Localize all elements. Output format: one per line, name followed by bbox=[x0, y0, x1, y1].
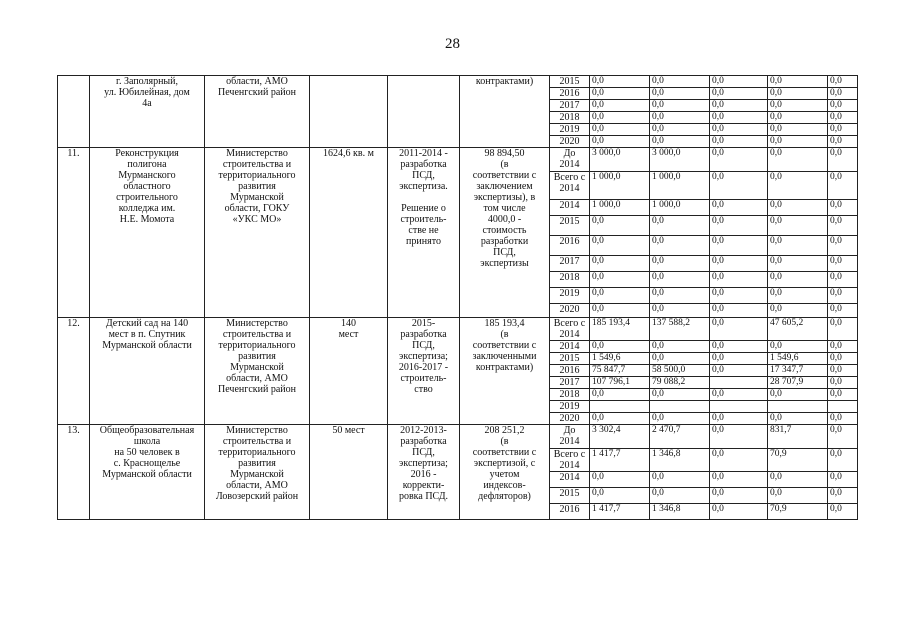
year-cell: До 2014 bbox=[550, 425, 590, 449]
amount-cell: 0,0 bbox=[650, 304, 710, 318]
amount-cell: 79 088,2 bbox=[650, 377, 710, 389]
amount-cell: 0,0 bbox=[650, 88, 710, 100]
amount-cell: 0,0 bbox=[650, 488, 710, 504]
amount-cell: 0,0 bbox=[650, 341, 710, 353]
amount-cell: 0,0 bbox=[710, 365, 768, 377]
amount-cell: 0,0 bbox=[710, 353, 768, 365]
amount-cell: 1 000,0 bbox=[590, 172, 650, 200]
amount-cell: 0,0 bbox=[710, 148, 768, 172]
amount-cell: 0,0 bbox=[828, 272, 858, 288]
customer-name: Министерство строительства и территориального развития Мурманской области, АМО Печенгский район bbox=[205, 318, 310, 425]
table-row bbox=[58, 148, 858, 172]
object-capacity bbox=[310, 76, 388, 148]
amount-cell: 0,0 bbox=[768, 272, 828, 288]
amount-cell: 0,0 bbox=[590, 341, 650, 353]
amount-cell: 0,0 bbox=[710, 136, 768, 148]
amount-cell: 0,0 bbox=[650, 112, 710, 124]
page-number: 28 bbox=[445, 36, 460, 52]
amount-cell: 0,0 bbox=[710, 449, 768, 472]
amount-cell: 0,0 bbox=[650, 272, 710, 288]
amount-cell: 0,0 bbox=[710, 288, 768, 304]
amount-cell: 0,0 bbox=[828, 504, 858, 520]
amount-cell: 0,0 bbox=[650, 288, 710, 304]
amount-cell: 0,0 bbox=[710, 318, 768, 341]
amount-cell: 0,0 bbox=[828, 136, 858, 148]
customer-name: Министерство строительства и территориального развития Мурманской области, ГОКУ «УКС МО» bbox=[205, 148, 310, 318]
amount-cell: 0,0 bbox=[768, 88, 828, 100]
year-cell: 2015 bbox=[550, 216, 590, 236]
year-cell: 2017 bbox=[550, 377, 590, 389]
amount-cell: 0,0 bbox=[590, 413, 650, 425]
amount-cell bbox=[710, 401, 768, 413]
amount-cell: 0,0 bbox=[828, 200, 858, 216]
amount-cell: 47 605,2 bbox=[768, 318, 828, 341]
amount-cell: 0,0 bbox=[768, 172, 828, 200]
amount-cell: 0,0 bbox=[768, 488, 828, 504]
amount-cell: 0,0 bbox=[828, 377, 858, 389]
amount-cell: 0,0 bbox=[768, 236, 828, 256]
estimated-cost: контрактами) bbox=[460, 76, 550, 148]
amount-cell: 0,0 bbox=[650, 136, 710, 148]
amount-cell: 0,0 bbox=[590, 76, 650, 88]
amount-cell: 1 000,0 bbox=[590, 200, 650, 216]
amount-cell bbox=[768, 401, 828, 413]
amount-cell: 70,9 bbox=[768, 504, 828, 520]
year-cell: 2017 bbox=[550, 100, 590, 112]
implementation-period: 2011-2014 - разработка ПСД, экспертиза. Решение о строитель- стве не принято bbox=[388, 148, 460, 318]
amount-cell: 0,0 bbox=[710, 341, 768, 353]
implementation-period: 2015- разработка ПСД, экспертиза; 2016-2017 - строитель- ство bbox=[388, 318, 460, 425]
amount-cell: 0,0 bbox=[828, 449, 858, 472]
row-number bbox=[58, 76, 90, 148]
amount-cell: 0,0 bbox=[768, 216, 828, 236]
amount-cell: 0,0 bbox=[768, 136, 828, 148]
object-capacity: 1624,6 кв. м bbox=[310, 148, 388, 318]
estimated-cost: 208 251,2 (в соответствии с экспертизой, с учетом индексов- дефляторов) bbox=[460, 425, 550, 520]
amount-cell bbox=[590, 401, 650, 413]
amount-cell: 1 000,0 bbox=[650, 172, 710, 200]
amount-cell: 0,0 bbox=[768, 112, 828, 124]
amount-cell: 0,0 bbox=[828, 256, 858, 272]
amount-cell bbox=[710, 377, 768, 389]
amount-cell: 0,0 bbox=[828, 88, 858, 100]
amount-cell: 0,0 bbox=[710, 124, 768, 136]
year-cell: 2014 bbox=[550, 341, 590, 353]
amount-cell: 0,0 bbox=[828, 353, 858, 365]
amount-cell: 1 346,8 bbox=[650, 504, 710, 520]
amount-cell: 0,0 bbox=[590, 272, 650, 288]
amount-cell: 0,0 bbox=[828, 318, 858, 341]
amount-cell: 1 000,0 bbox=[650, 200, 710, 216]
amount-cell: 0,0 bbox=[710, 88, 768, 100]
amount-cell: 107 796,1 bbox=[590, 377, 650, 389]
year-cell: 2018 bbox=[550, 272, 590, 288]
amount-cell: 0,0 bbox=[650, 100, 710, 112]
year-cell: 2018 bbox=[550, 112, 590, 124]
table-row bbox=[58, 318, 858, 341]
amount-cell: 0,0 bbox=[590, 216, 650, 236]
amount-cell: 0,0 bbox=[590, 100, 650, 112]
amount-cell: 3 000,0 bbox=[590, 148, 650, 172]
implementation-period bbox=[388, 76, 460, 148]
amount-cell: 0,0 bbox=[768, 288, 828, 304]
amount-cell: 0,0 bbox=[828, 365, 858, 377]
amount-cell: 0,0 bbox=[650, 413, 710, 425]
amount-cell: 0,0 bbox=[828, 413, 858, 425]
amount-cell: 0,0 bbox=[828, 288, 858, 304]
amount-cell: 185 193,4 bbox=[590, 318, 650, 341]
year-cell: 2017 bbox=[550, 256, 590, 272]
amount-cell: 0,0 bbox=[590, 136, 650, 148]
year-cell: 2019 bbox=[550, 401, 590, 413]
amount-cell: 0,0 bbox=[650, 236, 710, 256]
amount-cell: 0,0 bbox=[828, 148, 858, 172]
amount-cell: 0,0 bbox=[650, 472, 710, 488]
amount-cell: 0,0 bbox=[590, 389, 650, 401]
amount-cell: 0,0 bbox=[590, 124, 650, 136]
amount-cell: 0,0 bbox=[710, 425, 768, 449]
amount-cell: 0,0 bbox=[768, 148, 828, 172]
table-row bbox=[58, 425, 858, 449]
amount-cell: 0,0 bbox=[590, 288, 650, 304]
year-cell: 2015 bbox=[550, 488, 590, 504]
object-capacity: 50 мест bbox=[310, 425, 388, 520]
program-table bbox=[57, 75, 858, 520]
amount-cell: 0,0 bbox=[828, 124, 858, 136]
amount-cell: 28 707,9 bbox=[768, 377, 828, 389]
year-cell: 2016 bbox=[550, 236, 590, 256]
year-cell: До 2014 bbox=[550, 148, 590, 172]
year-cell: 2018 bbox=[550, 389, 590, 401]
year-cell: 2016 bbox=[550, 504, 590, 520]
amount-cell: 831,7 bbox=[768, 425, 828, 449]
amount-cell: 75 847,7 bbox=[590, 365, 650, 377]
object-name: Детский сад на 140 мест в п. Спутник Мурманской области bbox=[90, 318, 205, 425]
amount-cell: 58 500,0 bbox=[650, 365, 710, 377]
row-number: 13. bbox=[58, 425, 90, 520]
amount-cell: 0,0 bbox=[590, 88, 650, 100]
year-cell: Всего с 2014 bbox=[550, 449, 590, 472]
amount-cell: 0,0 bbox=[650, 256, 710, 272]
amount-cell: 0,0 bbox=[768, 124, 828, 136]
amount-cell: 0,0 bbox=[590, 256, 650, 272]
amount-cell: 0,0 bbox=[828, 172, 858, 200]
year-cell: 2016 bbox=[550, 365, 590, 377]
amount-cell: 0,0 bbox=[650, 389, 710, 401]
amount-cell: 1 346,8 bbox=[650, 449, 710, 472]
table-row bbox=[58, 76, 858, 88]
amount-cell: 0,0 bbox=[828, 112, 858, 124]
amount-cell: 0,0 bbox=[828, 100, 858, 112]
amount-cell: 2 470,7 bbox=[650, 425, 710, 449]
amount-cell: 0,0 bbox=[828, 472, 858, 488]
amount-cell: 1 417,7 bbox=[590, 504, 650, 520]
amount-cell: 0,0 bbox=[650, 124, 710, 136]
amount-cell: 0,0 bbox=[768, 341, 828, 353]
amount-cell: 0,0 bbox=[828, 425, 858, 449]
year-cell: 2016 bbox=[550, 88, 590, 100]
row-number: 11. bbox=[58, 148, 90, 318]
amount-cell: 1 549,6 bbox=[590, 353, 650, 365]
amount-cell: 0,0 bbox=[590, 488, 650, 504]
amount-cell: 0,0 bbox=[768, 100, 828, 112]
amount-cell: 0,0 bbox=[828, 389, 858, 401]
amount-cell: 0,0 bbox=[650, 353, 710, 365]
amount-cell: 0,0 bbox=[710, 200, 768, 216]
object-name: Реконструкция полигона Мурманского областного строительного колледжа им. Н.Е. Момота bbox=[90, 148, 205, 318]
amount-cell: 0,0 bbox=[650, 76, 710, 88]
year-cell: 2014 bbox=[550, 472, 590, 488]
amount-cell: 3 000,0 bbox=[650, 148, 710, 172]
amount-cell: 0,0 bbox=[710, 76, 768, 88]
amount-cell: 0,0 bbox=[710, 488, 768, 504]
year-cell: 2014 bbox=[550, 200, 590, 216]
year-cell: 2019 bbox=[550, 288, 590, 304]
year-cell: 2015 bbox=[550, 76, 590, 88]
customer-name: области, АМО Печенгский район bbox=[205, 76, 310, 148]
amount-cell: 0,0 bbox=[590, 112, 650, 124]
amount-cell: 0,0 bbox=[590, 236, 650, 256]
year-cell: 2020 bbox=[550, 136, 590, 148]
amount-cell: 0,0 bbox=[710, 256, 768, 272]
amount-cell: 0,0 bbox=[768, 389, 828, 401]
object-capacity: 140 мест bbox=[310, 318, 388, 425]
amount-cell: 17 347,7 bbox=[768, 365, 828, 377]
amount-cell: 0,0 bbox=[650, 216, 710, 236]
year-cell: 2019 bbox=[550, 124, 590, 136]
amount-cell: 0,0 bbox=[590, 304, 650, 318]
amount-cell: 0,0 bbox=[828, 236, 858, 256]
year-cell: Всего с 2014 bbox=[550, 172, 590, 200]
amount-cell: 0,0 bbox=[710, 100, 768, 112]
amount-cell: 0,0 bbox=[768, 413, 828, 425]
year-cell: Всего с 2014 bbox=[550, 318, 590, 341]
amount-cell: 0,0 bbox=[768, 256, 828, 272]
amount-cell: 1 417,7 bbox=[590, 449, 650, 472]
customer-name: Министерство строительства и территориального развития Мурманской области, АМО Ловозерский район bbox=[205, 425, 310, 520]
amount-cell: 0,0 bbox=[768, 76, 828, 88]
amount-cell: 0,0 bbox=[768, 472, 828, 488]
amount-cell: 0,0 bbox=[710, 172, 768, 200]
year-cell: 2015 bbox=[550, 353, 590, 365]
amount-cell bbox=[828, 401, 858, 413]
amount-cell: 0,0 bbox=[710, 112, 768, 124]
amount-cell: 0,0 bbox=[828, 488, 858, 504]
estimated-cost: 98 894,50 (в соответствии с заключением экспертизы), в том числе 4000,0 - стоимость разработки ПСД, экспертизы bbox=[460, 148, 550, 318]
amount-cell: 0,0 bbox=[710, 272, 768, 288]
amount-cell: 0,0 bbox=[828, 304, 858, 318]
amount-cell: 0,0 bbox=[828, 76, 858, 88]
amount-cell: 3 302,4 bbox=[590, 425, 650, 449]
amount-cell: 137 588,2 bbox=[650, 318, 710, 341]
row-number: 12. bbox=[58, 318, 90, 425]
estimated-cost: 185 193,4 (в соответствии с заключенными контрактами) bbox=[460, 318, 550, 425]
year-cell: 2020 bbox=[550, 413, 590, 425]
implementation-period: 2012-2013- разработка ПСД, экспертиза; 2016 - корректи- ровка ПСД. bbox=[388, 425, 460, 520]
object-name: Общеобразовательная школа на 50 человек в с. Краснощелье Мурманской области bbox=[90, 425, 205, 520]
amount-cell: 0,0 bbox=[710, 472, 768, 488]
amount-cell: 0,0 bbox=[828, 216, 858, 236]
amount-cell: 0,0 bbox=[710, 389, 768, 401]
amount-cell: 0,0 bbox=[590, 472, 650, 488]
amount-cell: 0,0 bbox=[710, 504, 768, 520]
year-cell: 2020 bbox=[550, 304, 590, 318]
amount-cell: 1 549,6 bbox=[768, 353, 828, 365]
amount-cell: 70,9 bbox=[768, 449, 828, 472]
amount-cell: 0,0 bbox=[768, 200, 828, 216]
amount-cell: 0,0 bbox=[828, 341, 858, 353]
amount-cell: 0,0 bbox=[710, 216, 768, 236]
object-name: г. Заполярный, ул. Юбилейная, дом 4а bbox=[90, 76, 205, 148]
amount-cell bbox=[650, 401, 710, 413]
amount-cell: 0,0 bbox=[768, 304, 828, 318]
amount-cell: 0,0 bbox=[710, 413, 768, 425]
amount-cell: 0,0 bbox=[710, 304, 768, 318]
amount-cell: 0,0 bbox=[710, 236, 768, 256]
